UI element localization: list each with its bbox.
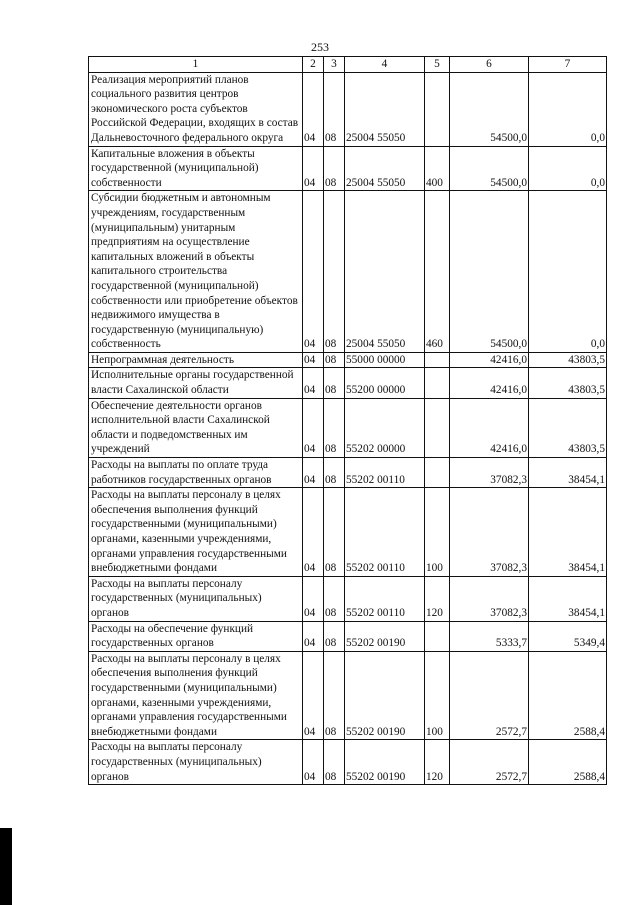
- cell-subsection: 08: [324, 458, 345, 488]
- table-row: [89, 146, 607, 191]
- table-row: [89, 191, 607, 353]
- cell-section: 04: [303, 488, 324, 577]
- cell-section: 04: [303, 72, 324, 146]
- cell-name: Субсидии бюджетным и автономным учреждениям, государственным (муниципальным) унитарным предприятиям на осуществление капитальных вложений в объекты капитального строительства государственной (муниципальной) собственности или приобретение объектов недвижимого имущества в государственную (муниципальную) собственность: [89, 191, 303, 353]
- cell-amount-2: 43803,5: [529, 398, 607, 457]
- cell-amount-1: 54500,0: [450, 191, 529, 353]
- cell-expense-type: [425, 621, 450, 651]
- cell-amount-1: 54500,0: [450, 72, 529, 146]
- cell-name: Обеспечение деятельности органов исполнительной власти Сахалинской области и подведомственных им учреждений: [89, 398, 303, 457]
- cell-name: Расходы на обеспечение функций государственных органов: [89, 621, 303, 651]
- cell-target-item: 55202 00190: [345, 740, 425, 785]
- cell-name: Расходы на выплаты персоналу в целях обеспечения выполнения функций государственными (муниципальными) органами, казенными учреждениями, органами управления государственными внебюджетными фондами: [89, 651, 303, 740]
- table-row: [89, 352, 607, 368]
- cell-subsection: 08: [324, 72, 345, 146]
- cell-name: Реализация мероприятий планов социального развития центров экономического роста субъектов Российской Федерации, входящих в состав Дальневосточного федерального округа: [89, 72, 303, 146]
- column-header: 6: [450, 57, 529, 73]
- cell-amount-2: 43803,5: [529, 352, 607, 368]
- cell-expense-type: [425, 352, 450, 368]
- table-row: [89, 651, 607, 740]
- cell-name: Расходы на выплаты персоналу в целях обеспечения выполнения функций государственными (муниципальными) органами, казенными учреждениями, органами управления государственными внебюджетными фондами: [89, 488, 303, 577]
- cell-target-item: 55202 00110: [345, 488, 425, 577]
- cell-subsection: 08: [324, 191, 345, 353]
- cell-expense-type: [425, 458, 450, 488]
- cell-name: Капитальные вложения в объекты государственной (муниципальной) собственности: [89, 146, 303, 191]
- cell-target-item: 55202 00190: [345, 621, 425, 651]
- cell-subsection: 08: [324, 146, 345, 191]
- cell-expense-type: 120: [425, 740, 450, 785]
- cell-section: 04: [303, 398, 324, 457]
- cell-target-item: 55202 00000: [345, 398, 425, 457]
- cell-amount-2: 38454,1: [529, 488, 607, 577]
- cell-subsection: 08: [324, 651, 345, 740]
- table-row: [89, 72, 607, 146]
- cell-target-item: 55202 00190: [345, 651, 425, 740]
- cell-amount-1: 2572,7: [450, 740, 529, 785]
- cell-target-item: 55202 00110: [345, 458, 425, 488]
- cell-expense-type: 460: [425, 191, 450, 353]
- cell-expense-type: [425, 368, 450, 398]
- cell-subsection: 08: [324, 740, 345, 785]
- cell-name: Расходы на выплаты персоналу государственных (муниципальных) органов: [89, 740, 303, 785]
- cell-section: 04: [303, 352, 324, 368]
- cell-section: 04: [303, 576, 324, 621]
- cell-section: 04: [303, 368, 324, 398]
- cell-amount-1: 37082,3: [450, 458, 529, 488]
- cell-amount-1: 37082,3: [450, 488, 529, 577]
- cell-amount-1: 42416,0: [450, 368, 529, 398]
- cell-expense-type: 120: [425, 576, 450, 621]
- scan-edge-mark: [0, 828, 12, 905]
- cell-subsection: 08: [324, 368, 345, 398]
- cell-amount-2: 0,0: [529, 146, 607, 191]
- cell-target-item: 55000 00000: [345, 352, 425, 368]
- cell-name: Исполнительные органы государственной власти Сахалинской области: [89, 368, 303, 398]
- cell-subsection: 08: [324, 352, 345, 368]
- cell-section: 04: [303, 191, 324, 353]
- table-row: [89, 458, 607, 488]
- cell-name: Расходы на выплаты персоналу государственных (муниципальных) органов: [89, 576, 303, 621]
- cell-section: 04: [303, 621, 324, 651]
- cell-subsection: 08: [324, 398, 345, 457]
- table-row: [89, 488, 607, 577]
- cell-amount-1: 54500,0: [450, 146, 529, 191]
- cell-amount-2: 0,0: [529, 191, 607, 353]
- column-header: 2: [303, 57, 324, 73]
- cell-amount-1: 37082,3: [450, 576, 529, 621]
- cell-section: 04: [303, 458, 324, 488]
- cell-section: 04: [303, 740, 324, 785]
- cell-amount-2: 38454,1: [529, 458, 607, 488]
- cell-target-item: 25004 55050: [345, 146, 425, 191]
- table-row: [89, 740, 607, 785]
- cell-target-item: 55202 00110: [345, 576, 425, 621]
- cell-expense-type: [425, 72, 450, 146]
- cell-expense-type: [425, 398, 450, 457]
- column-header: 7: [529, 57, 607, 73]
- cell-amount-2: 38454,1: [529, 576, 607, 621]
- cell-target-item: 25004 55050: [345, 72, 425, 146]
- cell-amount-2: 43803,5: [529, 368, 607, 398]
- cell-amount-2: 2588,4: [529, 740, 607, 785]
- column-header: 5: [425, 57, 450, 73]
- cell-subsection: 08: [324, 488, 345, 577]
- cell-name: Непрограммная деятельность: [89, 352, 303, 368]
- table-row: [89, 621, 607, 651]
- cell-target-item: 25004 55050: [345, 191, 425, 353]
- column-header: 1: [89, 57, 303, 73]
- page-number: 253: [311, 40, 329, 54]
- cell-name: Расходы на выплаты по оплате труда работников государственных органов: [89, 458, 303, 488]
- cell-expense-type: 400: [425, 146, 450, 191]
- cell-section: 04: [303, 146, 324, 191]
- cell-subsection: 08: [324, 621, 345, 651]
- cell-subsection: 08: [324, 576, 345, 621]
- cell-amount-2: 5349,4: [529, 621, 607, 651]
- column-header: 4: [345, 57, 425, 73]
- header-row: [89, 57, 607, 73]
- cell-target-item: 55200 00000: [345, 368, 425, 398]
- cell-expense-type: 100: [425, 488, 450, 577]
- table-row: [89, 398, 607, 457]
- cell-section: 04: [303, 651, 324, 740]
- cell-amount-2: 2588,4: [529, 651, 607, 740]
- cell-expense-type: 100: [425, 651, 450, 740]
- cell-amount-1: 42416,0: [450, 398, 529, 457]
- cell-amount-2: 0,0: [529, 72, 607, 146]
- cell-amount-1: 42416,0: [450, 352, 529, 368]
- budget-table: [88, 56, 607, 785]
- cell-amount-1: 2572,7: [450, 651, 529, 740]
- column-header: 3: [324, 57, 345, 73]
- table-row: [89, 368, 607, 398]
- cell-amount-1: 5333,7: [450, 621, 529, 651]
- table-row: [89, 576, 607, 621]
